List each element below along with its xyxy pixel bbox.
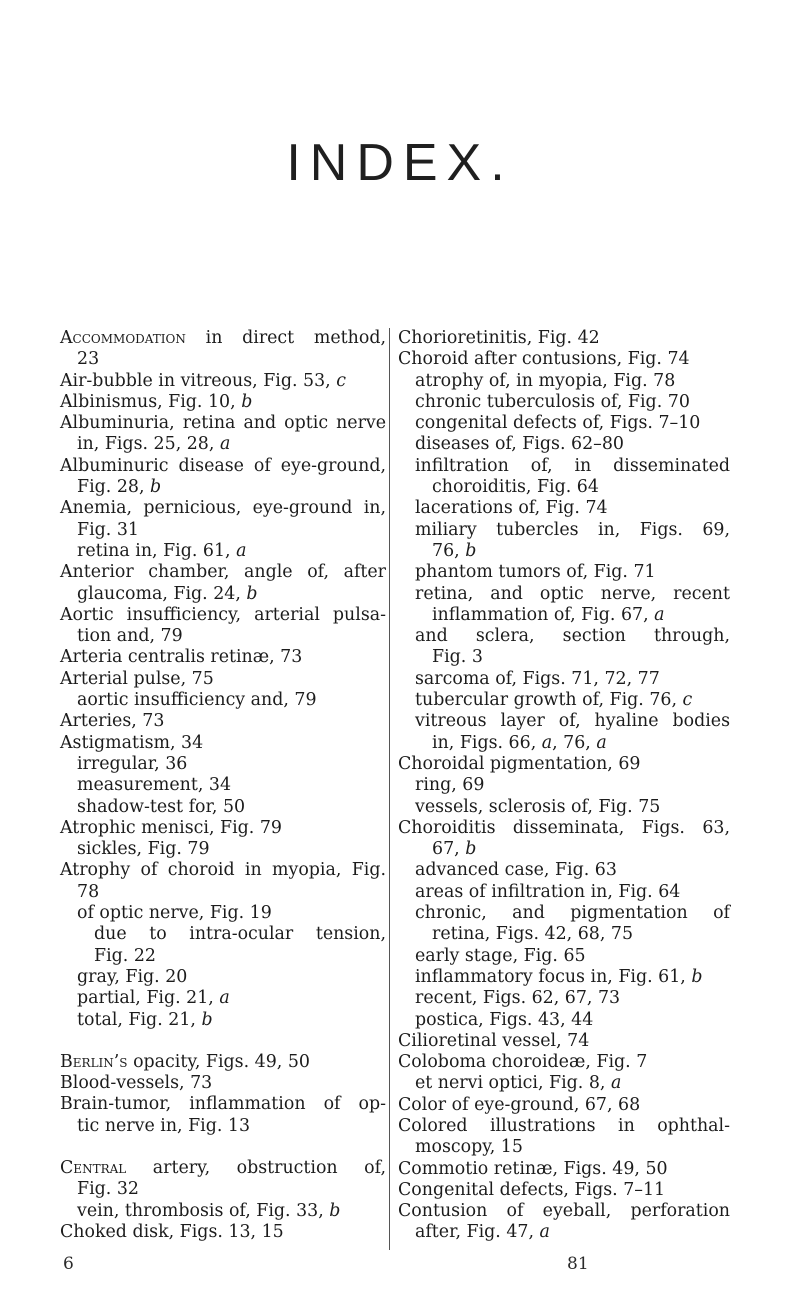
entry-letter: c (336, 370, 346, 391)
index-entry (398, 1201, 730, 1222)
entry-text: Choroiditis disseminata, Figs. 63, (398, 817, 730, 838)
entry-letter: a (654, 604, 665, 625)
column-divider (389, 328, 390, 1250)
entry-letter: b (241, 391, 253, 412)
entry-text: artery, obstruction of, (126, 1157, 386, 1178)
index-entry (398, 775, 730, 796)
entry-text: Fig. 3 (432, 647, 483, 668)
entry-text: Contusion of eyeball, perforation (398, 1201, 730, 1222)
index-entry (398, 477, 730, 498)
index-entry (60, 456, 386, 477)
entry-text: vitreous layer of, hyaline bodies (415, 711, 730, 732)
index-entry (60, 669, 386, 690)
entry-text: tic nerve in, Fig. 13 (77, 1115, 251, 1136)
entry-text: 78 (77, 881, 100, 902)
index-entry (398, 520, 730, 541)
entry-text: Brain-tumor, inflammation of op- (60, 1094, 386, 1115)
index-entry (398, 413, 730, 434)
entry-text: miliary tubercles in, Figs. 69, (415, 519, 730, 540)
index-entry (398, 988, 730, 1009)
entry-text: Choroidal pigmentation, 69 (398, 753, 641, 774)
entry-text: et nervi optici, Fig. 8, (415, 1073, 611, 1094)
index-entry (60, 1201, 386, 1222)
entry-text: sarcoma of, Figs. 71, 72, 77 (415, 668, 660, 689)
index-entry (60, 733, 386, 754)
entry-text: Congenital defects, Figs. 7–11 (398, 1179, 666, 1200)
entry-text: total, Fig. 21, (77, 1009, 202, 1030)
entry-letter: a (236, 540, 247, 561)
entry-text: infiltration of, in disseminated (415, 455, 730, 476)
index-entry (398, 1073, 730, 1094)
entry-text: advanced case, Fig. 63 (415, 860, 617, 881)
index-entry (60, 839, 386, 860)
index-entry (398, 1137, 730, 1158)
index-entry (60, 775, 386, 796)
entry-letter: b (150, 477, 162, 498)
index-entry (60, 797, 386, 818)
entry-letter: b (691, 966, 703, 987)
entry-text: Chorioretinitis, Fig. 42 (398, 328, 600, 348)
index-entry (60, 1158, 386, 1179)
index-entry (398, 1052, 730, 1073)
entry-letter: a (610, 1073, 622, 1094)
index-entry (398, 349, 730, 370)
entry-text: Atrophy of choroid in myopia, Fig. (60, 860, 386, 881)
index-entry (60, 498, 386, 519)
index-entry (398, 669, 730, 690)
entry-text: inflammation of, Fig. 67, (432, 604, 655, 625)
entry-text: retina, Figs. 42, 68, 75 (432, 924, 634, 945)
entry-text: Blood-vessels, 73 (60, 1073, 213, 1094)
entry-headword: Berlin’s (60, 1051, 128, 1072)
index-entry (398, 605, 730, 626)
index-entry (398, 456, 730, 477)
index-entry (398, 434, 730, 455)
entry-text: 76, (432, 540, 466, 561)
index-entry (398, 711, 730, 732)
index-entry (60, 690, 386, 711)
entry-text: Choked disk, Figs. 13, 15 (60, 1221, 284, 1242)
index-entry (60, 818, 386, 839)
entry-text: after, Fig. 47, (415, 1222, 540, 1243)
entry-text: aortic insufficiency and, 79 (77, 690, 317, 711)
entry-text: tion and, 79 (77, 626, 183, 647)
index-entry (60, 924, 386, 945)
entry-text: due to intra-ocular tension, (94, 924, 386, 945)
index-entry (60, 626, 386, 647)
entry-text: glaucoma, Fig. 24, (77, 583, 247, 604)
entry-letter: a (219, 988, 230, 1009)
index-entry (398, 1031, 730, 1052)
index-entry (398, 946, 730, 967)
index-entry (398, 392, 730, 413)
entry-letter: b (329, 1200, 341, 1221)
entry-text: Colored illustrations in ophthal- (398, 1115, 730, 1136)
index-entry (60, 882, 386, 903)
entry-text: Albuminuric disease of eye-ground, (60, 455, 386, 476)
left-column (60, 328, 386, 1243)
index-entry (60, 647, 386, 668)
index-entry (398, 882, 730, 903)
index-entry (60, 349, 386, 370)
entry-text: areas of infiltration in, Fig. 64 (415, 881, 681, 902)
entry-text: Fig. 22 (94, 945, 156, 966)
page-number-left: 6 (63, 1254, 74, 1274)
index-entry (60, 413, 386, 434)
entry-text: chronic tuberculosis of, Fig. 70 (415, 391, 690, 412)
entry-text: Albinismus, Fig. 10, (60, 391, 242, 412)
entry-letter: b (201, 1009, 213, 1030)
index-entry (60, 1010, 386, 1031)
entry-text: phantom tumors of, Fig. 71 (415, 562, 656, 583)
entry-text: chronic, and pigmentation of (415, 903, 730, 924)
entry-text: irregular, 36 (77, 753, 188, 774)
index-entry (398, 1116, 730, 1137)
index-entry (398, 1010, 730, 1031)
entry-text: Atrophic menisci, Fig. 79 (60, 817, 282, 838)
entry-text: retina in, Fig. 61, (77, 540, 237, 561)
index-entry (398, 1180, 730, 1201)
index-entry (60, 434, 386, 455)
index-entry (398, 562, 730, 583)
page-number-right: 81 (567, 1254, 589, 1274)
entry-text: shadow-test for, 50 (77, 796, 246, 817)
entry-text: gray, Fig. 20 (77, 966, 188, 987)
index-entry (60, 1179, 386, 1200)
index-entry (60, 584, 386, 605)
entry-headword: Accommodation (60, 328, 186, 348)
entry-text: recent, Figs. 62, 67, 73 (415, 988, 621, 1009)
index-entry (60, 328, 386, 349)
entry-letter: a (219, 434, 231, 455)
entry-text: Coloboma choroideæ, Fig. 7 (398, 1052, 648, 1073)
right-column (398, 328, 730, 1244)
entry-text: Arterial pulse, 75 (60, 668, 214, 689)
index-entry (60, 1137, 386, 1158)
index-entry (60, 946, 386, 967)
entry-text: opacity, Figs. 49, 50 (127, 1051, 310, 1072)
index-entry (60, 541, 386, 562)
entry-text: of optic nerve, Fig. 19 (77, 903, 272, 924)
index-entry (60, 392, 386, 413)
index-entry (60, 520, 386, 541)
entry-text: early stage, Fig. 65 (415, 945, 586, 966)
entry-text: Albuminuria, retina and optic nerve (60, 413, 386, 434)
index-entry (60, 562, 386, 583)
index-entry (60, 754, 386, 775)
index-entry (398, 690, 730, 711)
index-entry (398, 967, 730, 988)
index-entry (398, 498, 730, 519)
index-entry (398, 733, 730, 754)
index-entry (60, 903, 386, 924)
entry-text: Arteries, 73 (60, 711, 165, 732)
index-entry (398, 647, 730, 668)
entry-text: lacerations of, Fig. 74 (415, 498, 608, 519)
entry-text: Fig. 31 (77, 519, 139, 540)
entry-text: vessels, sclerosis of, Fig. 75 (415, 796, 661, 817)
index-entry (398, 1159, 730, 1180)
entry-text: and sclera, section through, (415, 626, 730, 647)
index-entry (60, 1073, 386, 1094)
entry-text: Air-bubble in vitreous, Fig. 53, (60, 370, 337, 391)
index-entry (398, 541, 730, 562)
entry-text: Fig. 32 (77, 1179, 139, 1200)
entry-text: congenital defects of, Figs. 7–10 (415, 413, 701, 434)
entry-text: postica, Figs. 43, 44 (415, 1009, 594, 1030)
entry-text: Choroid after contusions, Fig. 74 (398, 349, 690, 370)
entry-text: inflammatory focus in, Fig. 61, (415, 966, 692, 987)
entry-text: moscopy, 15 (415, 1137, 523, 1158)
index-entry (398, 1222, 730, 1243)
entry-headword: Central (60, 1157, 127, 1178)
entry-text: Anterior chamber, angle of, after (60, 562, 386, 583)
index-entry (60, 988, 386, 1009)
entry-letter: a (596, 732, 607, 753)
entry-text: diseases of, Figs. 62–80 (415, 434, 624, 455)
entry-text: atrophy of, in myopia, Fig. 78 (415, 370, 676, 391)
entry-letter: a (541, 732, 553, 753)
entry-letter: b (465, 839, 477, 860)
entry-text: in direct method, (185, 328, 386, 348)
entry-text: Cilioretinal vessel, 74 (398, 1030, 590, 1051)
entry-text: Fig. 28, (77, 477, 151, 498)
entry-text: 23 (77, 349, 100, 370)
entry-text: 67, (432, 839, 466, 860)
entry-text: in, Figs. 66, (432, 732, 542, 753)
entry-text: retina, and optic nerve, recent (415, 583, 730, 604)
index-entry (398, 328, 730, 349)
index-entry (60, 1094, 386, 1115)
index-entry (60, 1116, 386, 1137)
entry-text: Arteria centralis retinæ, 73 (60, 647, 303, 668)
entry-text: vein, thrombosis of, Fig. 33, (77, 1200, 330, 1221)
index-entry (60, 371, 386, 392)
index-entry (398, 860, 730, 881)
index-entry (60, 1031, 386, 1052)
index-entry (398, 924, 730, 945)
entry-text: Color of eye-ground, 67, 68 (398, 1094, 641, 1115)
entry-text: sickles, Fig. 79 (77, 839, 210, 860)
index-entry (398, 584, 730, 605)
index-entry (398, 797, 730, 818)
index-entry (60, 967, 386, 988)
index-entry (60, 605, 386, 626)
index-entry (60, 1222, 386, 1243)
entry-text: measurement, 34 (77, 775, 232, 796)
entry-text: ring, 69 (415, 775, 485, 796)
index-entry (60, 477, 386, 498)
entry-text: Astigmatism, 34 (60, 732, 204, 753)
entry-letter: b (246, 583, 258, 604)
index-entry (398, 839, 730, 860)
index-entry (60, 1052, 386, 1073)
entry-text: partial, Fig. 21, (77, 988, 220, 1009)
index-entry (398, 754, 730, 775)
entry-letter: a (539, 1222, 550, 1243)
index-entry (398, 1095, 730, 1116)
entry-text: Anemia, pernicious, eye-ground in, (60, 498, 386, 519)
entry-text: Aortic insufficiency, arterial pulsa- (60, 604, 386, 625)
index-entry (398, 903, 730, 924)
entry-text: in, Figs. 25, 28, (77, 434, 220, 455)
index-entry (60, 860, 386, 881)
index-entry (60, 711, 386, 732)
entry-text: Commotio retinæ, Figs. 49, 50 (398, 1158, 668, 1179)
page-title: INDEX. (286, 134, 514, 192)
index-entry (398, 818, 730, 839)
entry-letter: c (682, 690, 693, 711)
index-entry (398, 626, 730, 647)
index-entry (398, 371, 730, 392)
entry-text: tubercular growth of, Fig. 76, (415, 690, 683, 711)
entry-letter: b (465, 540, 477, 561)
entry-text: choroiditis, Fig. 64 (432, 477, 599, 498)
entry-text: , 76, (552, 732, 597, 753)
